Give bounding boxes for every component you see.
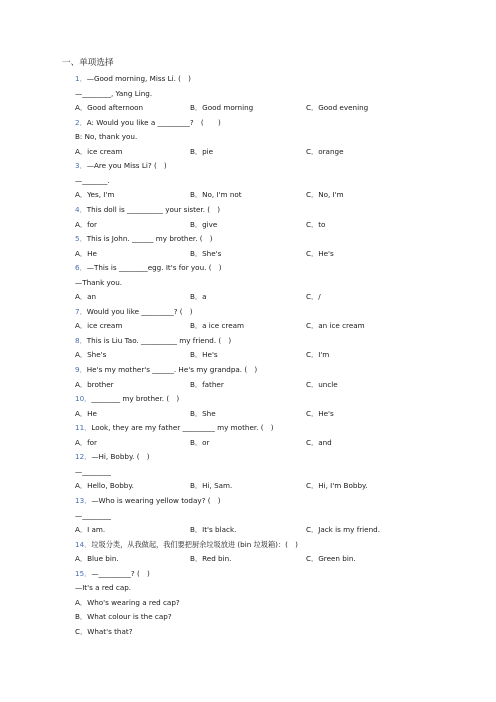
question-stem bbox=[75, 496, 221, 506]
question-number: 6． bbox=[75, 263, 87, 273]
question-line: —________, Yang Ling. bbox=[75, 88, 153, 98]
option-a: A．She's bbox=[75, 350, 107, 360]
question-number: 13． bbox=[75, 496, 92, 505]
question-text: 垃圾分类，从我做起，我们要把厨余垃圾放进 (bin 垃圾箱)：( ) bbox=[91, 539, 298, 549]
question-stem bbox=[75, 263, 222, 273]
option-b: B．a bbox=[190, 292, 207, 302]
question-line: —Thank you. bbox=[75, 277, 123, 287]
option-c: C．an ice cream bbox=[306, 321, 365, 331]
question-line: —________ bbox=[75, 466, 111, 476]
option-a: A．I am. bbox=[75, 525, 106, 534]
option-c: C．Good evening bbox=[306, 103, 369, 113]
question-text: —This is ________egg. It's for you. ( ) bbox=[86, 263, 222, 273]
question-stem bbox=[75, 423, 274, 433]
question-stem bbox=[75, 234, 213, 244]
option-b: B．or bbox=[190, 437, 210, 447]
option-b: B．Hi, Sam. bbox=[190, 481, 233, 491]
question-text: —Hi, Bobby. ( ) bbox=[91, 452, 150, 462]
question-number: 12． bbox=[75, 452, 92, 462]
option-c: C．Green bin. bbox=[306, 554, 356, 564]
option-a: A．He bbox=[75, 408, 97, 418]
question-stem bbox=[75, 569, 150, 579]
question-text: —Are you Miss Li? ( ) bbox=[86, 161, 167, 171]
option-b: B．father bbox=[190, 379, 224, 389]
question-number: 4． bbox=[75, 205, 87, 214]
option-a: A．brother bbox=[75, 379, 114, 389]
question-text: ________ my brother. ( ) bbox=[91, 394, 180, 404]
question-text: He's my mother's ______. He's my grandpa. ( ) bbox=[86, 365, 258, 374]
question-stem bbox=[75, 540, 298, 550]
question-number: 10． bbox=[75, 394, 92, 404]
option-a: A．ice cream bbox=[75, 146, 123, 156]
option-c: C．Jack is my friend. bbox=[306, 525, 381, 534]
option-b: B．He's bbox=[190, 350, 218, 360]
option-c: C．uncle bbox=[306, 379, 338, 389]
question-text: —_________? ( ) bbox=[91, 568, 150, 578]
question-line: B: No, thank you. bbox=[75, 132, 138, 142]
question-line: —_______. bbox=[75, 175, 110, 185]
question-text: —Good morning, Miss Li. ( ) bbox=[86, 74, 191, 83]
question-number: 1． bbox=[75, 74, 87, 83]
question-stem bbox=[75, 394, 179, 404]
option-b: B．What colour is the cap? bbox=[75, 612, 172, 622]
option-b: B．pie bbox=[190, 146, 214, 156]
question-text: This doll is __________ your sister. ( ) bbox=[86, 205, 221, 214]
option-c: C．orange bbox=[306, 146, 344, 156]
option-c: C．to bbox=[306, 219, 326, 229]
question-text: This is John. ______ my brother. ( ) bbox=[86, 234, 213, 244]
option-b: B．It's black. bbox=[190, 525, 237, 534]
question-stem bbox=[75, 161, 167, 171]
question-number: 9． bbox=[75, 365, 87, 374]
option-a: A．an bbox=[75, 292, 97, 302]
question-text: This is Liu Tao. __________ my friend. ( ) bbox=[86, 335, 232, 345]
option-c: C．I'm bbox=[306, 350, 330, 360]
option-c: C．Hi, I'm Bobby. bbox=[306, 481, 368, 491]
option-a: A．ice cream bbox=[75, 321, 123, 331]
question-stem bbox=[75, 205, 220, 215]
option-a: A．for bbox=[75, 219, 97, 229]
option-b: B．She bbox=[190, 408, 216, 418]
option-c: C．/ bbox=[306, 292, 321, 302]
option-a: A．Good afternoon bbox=[75, 103, 144, 113]
option-c: C．and bbox=[306, 437, 332, 447]
option-c: C．He's bbox=[306, 408, 334, 418]
option-a: A．Hello, Bobby. bbox=[75, 481, 134, 491]
option-b: B．Red bin. bbox=[190, 554, 232, 564]
question-number: 5． bbox=[75, 234, 87, 244]
question-stem bbox=[75, 307, 193, 317]
section-title: 一、单项选择 bbox=[62, 58, 114, 68]
question-number: 8． bbox=[75, 335, 87, 345]
option-c: C．No, I'm bbox=[306, 190, 344, 200]
question-number: 15． bbox=[75, 568, 92, 578]
option-a: A．Who's wearing a red cap? bbox=[75, 597, 180, 607]
question-text: —Who is wearing yellow today? ( ) bbox=[91, 496, 221, 505]
question-line: —________ bbox=[75, 510, 111, 520]
option-b: B．No, I'm not bbox=[190, 190, 242, 200]
question-number: 14． bbox=[75, 539, 92, 549]
option-c: C．He's bbox=[306, 248, 334, 258]
option-a: A．for bbox=[75, 437, 97, 447]
option-b: B．Good morning bbox=[190, 103, 254, 113]
question-number: 7． bbox=[75, 306, 87, 316]
question-number: 11． bbox=[75, 423, 92, 433]
question-stem bbox=[75, 118, 221, 128]
question-number: 3． bbox=[75, 161, 87, 171]
option-c: C．What's that? bbox=[75, 626, 133, 636]
option-a: A．Yes, I'm bbox=[75, 190, 115, 200]
option-b: B．give bbox=[190, 219, 218, 229]
option-a: A．He bbox=[75, 248, 97, 258]
question-text: Look, they are my father _________ my mother. ( ) bbox=[91, 423, 274, 433]
question-line: —It's a red cap. bbox=[75, 583, 132, 593]
question-stem bbox=[75, 365, 257, 375]
option-a: A．Blue bin. bbox=[75, 554, 119, 564]
question-stem bbox=[75, 74, 191, 84]
question-stem bbox=[75, 336, 231, 346]
question-text: A: Would you like a _________? ( ) bbox=[86, 117, 221, 127]
option-b: B．She's bbox=[190, 248, 222, 258]
question-stem bbox=[75, 452, 150, 462]
option-b: B．a ice cream bbox=[190, 321, 245, 331]
question-number: 2． bbox=[75, 117, 87, 127]
question-text: Would you like _________? ( ) bbox=[86, 306, 193, 316]
